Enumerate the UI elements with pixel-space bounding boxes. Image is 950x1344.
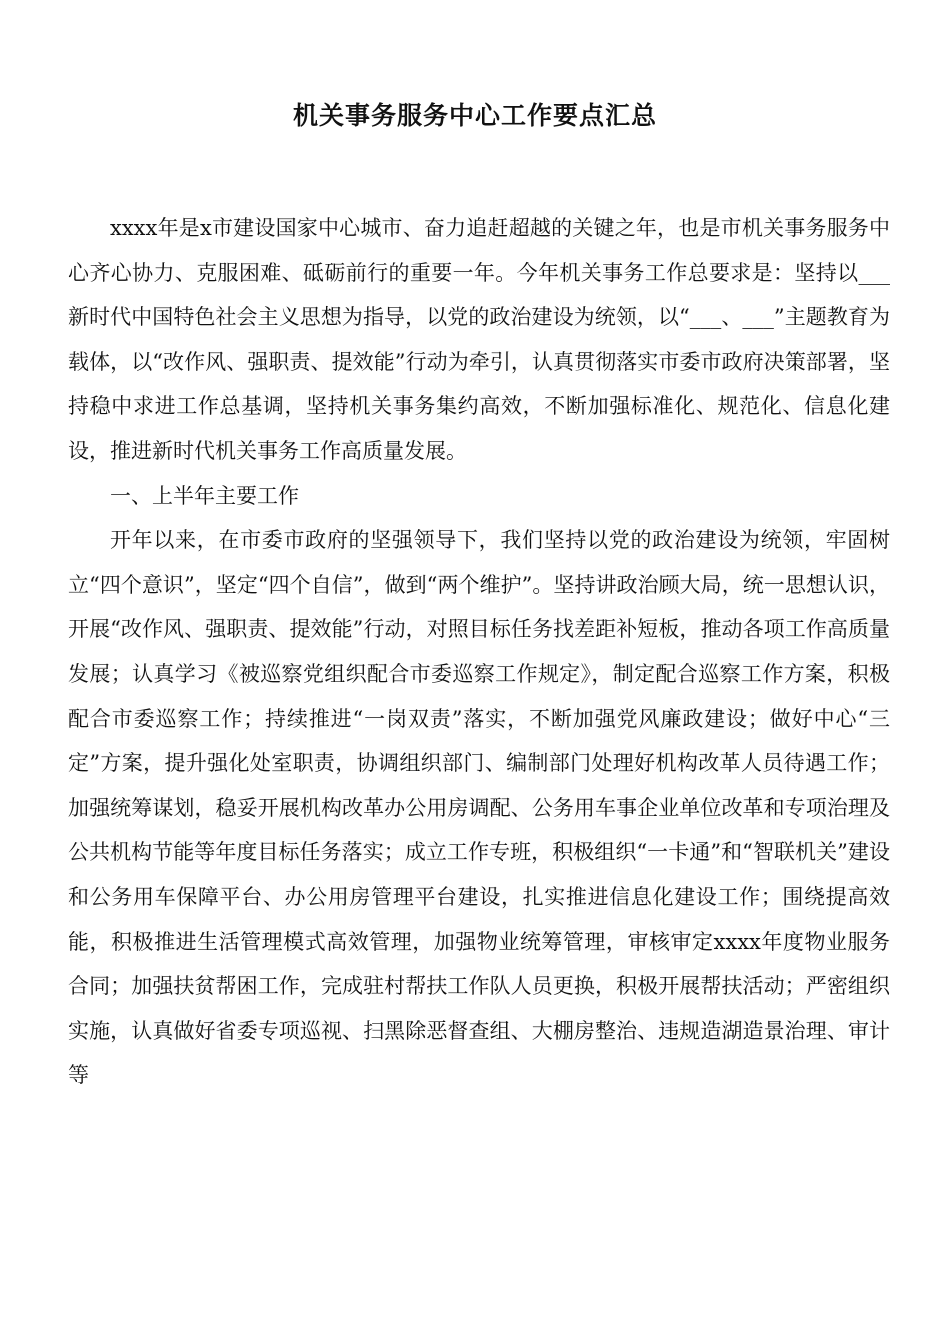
document-body: [68, 206, 890, 1098]
document-title: 机关事务服务中心工作要点汇总: [292, 101, 657, 130]
intro-paragraph: xxxx年是x市建设国家中心城市、奋力追赶超越的关键之年，也是市机关事务服务中心齐心协力、克服困难、砥砺前行的重要一年。今年机关事务工作总要求是：坚持以___新时代中国特色社会主义思想为指导，以党的政治建设为统领，以“___、___”主题教育为载体，以“改作风、强职责、提效能”行动为牵引，认真贯彻落实市委市政府决策部署，坚持稳中求进工作总基调，坚持机关事务集约高效，不断加强标准化、规范化、信息化建设，推进新时代机关事务工作高质量发展。: [68, 216, 890, 463]
body-paragraph: 开年以来，在市委市政府的坚强领导下，我们坚持以党的政治建设为统领，牢固树立“四个意识”，坚定“四个自信”，做到“两个维护”。坚持讲政治顾大局，统一思想认识，开展“改作风、强职责、提效能”行动，对照目标任务找差距补短板，推动各项工作高质量发展；认真学习《被巡察党组织配合市委巡察工作规定》，制定配合巡察工作方案，积极配合市委巡察工作；持续推进“一岗双责”落实，不断加强党风廉政建设；做好中心“三定”方案，提升强化处室职责，协调组织部门、编制部门处理好机构改革人员待遇工作；加强统筹谋划，稳妥开展机构改革办公用房调配、公务用车事企业单位改革和专项治理及公共机构节能等年度目标任务落实；成立工作专班，积极组织“一卡通”和“智联机关”建设和公务用车保障平台、办公用房管理平台建设，扎实推进信息化建设工作；围绕提高效能，积极推进生活管理模式高效管理，加强物业统筹管理，审核审定xxxx年度物业服务合同；加强扶贫帮困工作，完成驻村帮扶工作队人员更换，积极开展帮扶活动；严密组织实施，认真做好省委专项巡视、扫黑除恶督查组、大棚房整治、违规造湖造景治理、审计等: [68, 528, 890, 1088]
section-heading: 一、上半年主要工作: [110, 483, 299, 508]
